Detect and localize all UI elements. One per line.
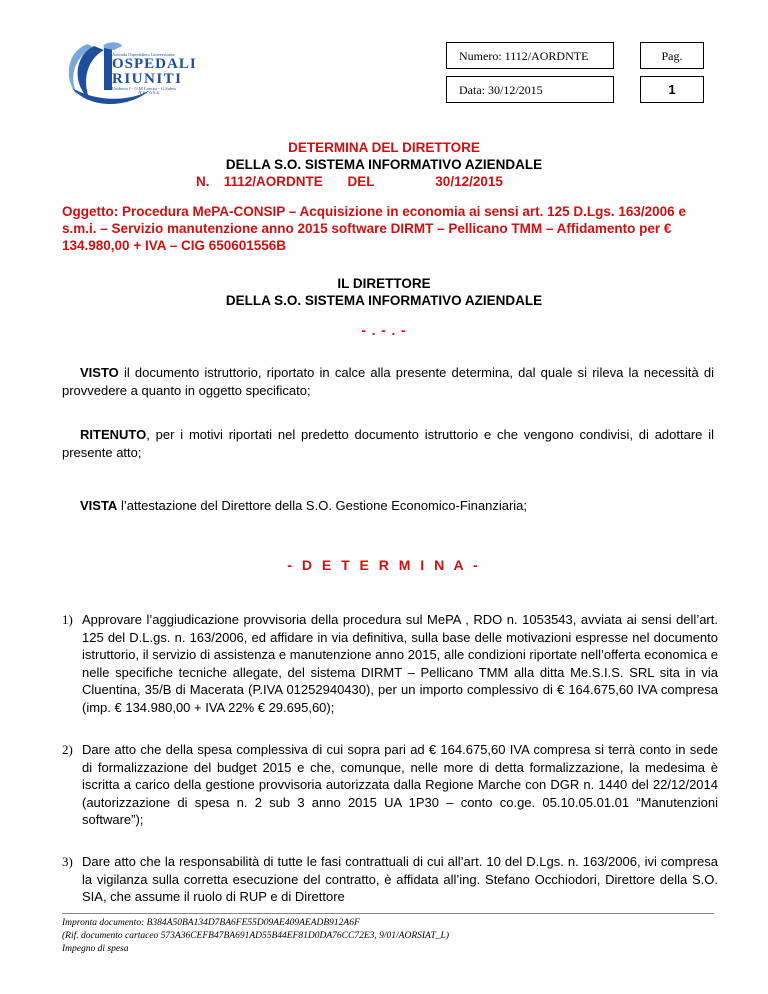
title-line3 [196, 174, 596, 189]
direttore-line2: DELLA S.O. SISTEMA INFORMATIVO AZIENDALE [225, 293, 543, 308]
title-del-label: DEL [347, 174, 375, 189]
determina-heading: - D E T E R M I N A - [287, 557, 481, 573]
title-line1: DETERMINA DEL DIRETTORE [288, 140, 480, 155]
title-line2: DELLA S.O. SISTEMA INFORMATIVO AZIENDALE [225, 157, 543, 172]
footer-impronta: Impronta documento: B384A50BA134D7BA6FE55D09AE409AEADB912A6F [62, 918, 360, 928]
vista-keyword: VISTA [80, 498, 118, 513]
vista-text: l’attestazione del Direttore della S.O. Gestione Economico-Finanziaria; [117, 498, 528, 513]
visto-paragraph [62, 364, 714, 399]
logo-line4: Umberto I - G.M.Lancisi - G.Salesi [112, 86, 176, 91]
item-number: 3) [62, 854, 73, 869]
logo-line5: Ancona [138, 91, 160, 96]
vista-paragraph [80, 497, 720, 515]
ritenuto-keyword: RITENUTO [80, 427, 147, 442]
determina-item [62, 741, 718, 829]
pag-label-box: Pag. [640, 42, 704, 69]
numero-box: Numero: 1112/AORDNTE [446, 42, 614, 69]
logo-line3: RIUNITI [112, 71, 183, 87]
item-text: Dare atto che la responsabilità di tutte le fasi contrattuali di cui all’art. 10 del D.Lgs. n. 163/2006, ivi compresa la vigilanza sulla corretta esecuzione del contratto, è affidata all’ing. Stefano Occhiodori, Direttore della S.O. SIA, che assume il ruolo di RUP e di Direttore [82, 854, 718, 904]
footer-impegno: Impegno di spesa [62, 944, 129, 954]
item-text: Approvare l’aggiudicazione provvisoria della procedura sul MePA , RDO n. 1053543, avviata ai sensi dell’art. 125 del D.L.gs. n. 163/2006, ed affidare in via definitiva, sulla base delle motivazioni espresse nel documento istruttorio, il servizio di assistenza e manutenzione anno 2015, alle condizioni riportate nell’offerta economica e nelle specifiche tecniche allegate, del sistema DIRMT – Pellicano TMM alla ditta Me.S.I.S. SRL sita in via Cluentina, 35/B di Macerata (P.IVA 01252940430), per un importo complessivo di € 164.675,60 IVA compresa (imp. € 134.980,00 + IVA 22% € 29.695,60); [82, 612, 718, 715]
visto-text: il documento istruttorio, riportato in calce alla presente determina, dal quale si rileva la necessità di provvedere a quanto in oggetto specificato; [62, 365, 714, 398]
visto-keyword: VISTO [80, 365, 119, 380]
ritenuto-paragraph [62, 426, 714, 461]
separator: - . - . - [361, 323, 407, 338]
footer-riferimento: (Rif. documento cartaceo 573A36CEFB47BA691AD55B44EF81D0DA76CC72E3, 9/01/AORSIAT_L) [62, 931, 449, 941]
logo-line2: OSPEDALI [112, 56, 197, 72]
item-number: 1) [62, 612, 73, 627]
hospital-logo [60, 38, 230, 110]
item-number: 2) [62, 742, 73, 757]
pag-number-box: 1 [640, 76, 704, 103]
determina-item [62, 611, 718, 716]
title-n-label: N. [196, 174, 210, 189]
logo-line1: Azienda Ospedaliero Universitaria [112, 52, 175, 57]
title-number: 1112/AORDNTE [223, 174, 323, 189]
data-box: Data: 30/12/2015 [446, 76, 614, 103]
direttore-line1: IL DIRETTORE [337, 276, 431, 291]
determina-item [62, 853, 718, 906]
ritenuto-text: , per i motivi riportati nel predetto documento istruttorio e che vengono condivisi, di adottare il presente atto; [62, 427, 714, 460]
footer-divider [62, 913, 714, 914]
item-text: Dare atto che della spesa complessiva di cui sopra pari ad € 164.675,60 IVA compresa si terrà conto in sede di formalizzazione del budget 2015 e che, comunque, nelle more di detta formalizzazione, la medesima è iscritta a carico della gestione provvisoria autorizzata dalla Regione Marche con DGR n. 1440 del 22/12/2014 (autorizzazione di spesa n. 2 sub 3 anno 2015 UA 1P30 – conto co.ge. 05.10.05.01.01 “Manutenzioni software”); [82, 742, 718, 827]
oggetto: Oggetto: Procedura MePA-CONSIP – Acquisizione in economia ai sensi art. 125 D.Lgs. 163/2006 e s.m.i. – Servizio manutenzione anno 2015 software DIRMT – Pellicano TMM – Affidamento per € 134.980,00 + IVA – CIG 650601556B [62, 204, 686, 253]
title-date: 30/12/2015 [435, 174, 503, 189]
